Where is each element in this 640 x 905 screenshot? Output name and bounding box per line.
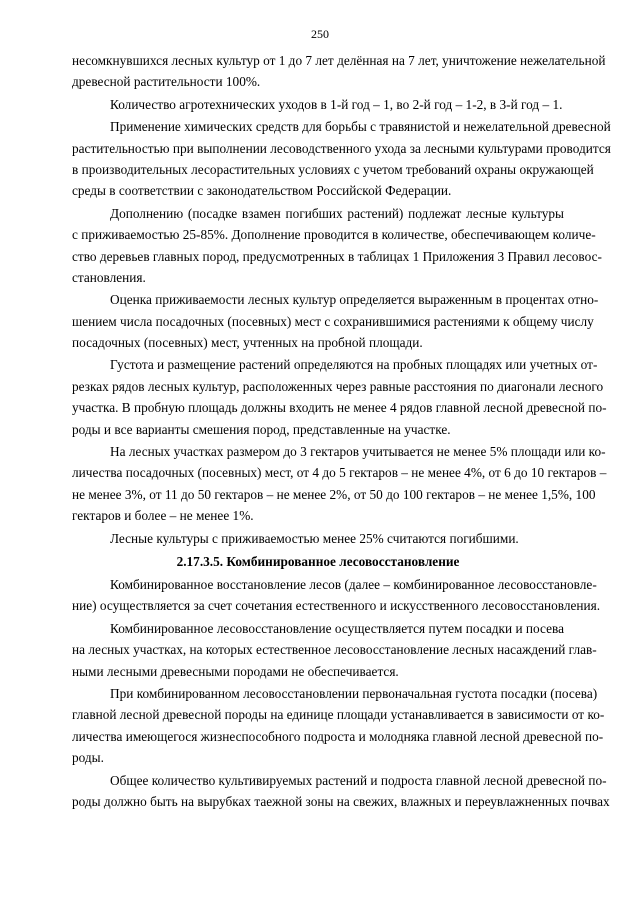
text-line: главной лесной древесной породы на единице площади устанавливается в зависимости от ко- — [72, 707, 605, 723]
text-line: Оценка приживаемости лесных культур определяется выраженным в процентах отно- — [110, 292, 599, 308]
text-line: ние) осуществляется за счет сочетания естественного и искусственного лесовосстановления. — [72, 598, 601, 614]
paragraph — [72, 770, 610, 813]
text-line: древесной растительности 100%. — [72, 74, 261, 90]
paragraph — [72, 354, 607, 440]
paragraph — [72, 618, 597, 682]
text-line: Лесные культуры с приживаемостью менее 25% считаются погибшими. — [110, 530, 519, 546]
text-line: роды должно быть на вырубках таежной зоны на свежих, влажных и переувлажненных почвах — [72, 793, 610, 809]
text-line: несомкнувшихся лесных культур от 1 до 7 лет делённая на 7 лет, уничтожение нежелательной — [72, 53, 606, 68]
text-line: не менее 3%, от 11 до 50 гектаров – не менее 2%, от 50 до 100 гектаров – не менее 1,5%, 100 — [72, 486, 596, 502]
paragraph — [72, 441, 607, 527]
text-line: ными лесными древесными породами не обеспечивается. — [72, 663, 399, 679]
text-line: ство деревьев главных пород, предусмотренных в таблицах 1 Приложения 3 Правил лесовос- — [72, 248, 602, 264]
text-line: Применение химических средств для борьбы с травянистой и нежелательной древесной — [110, 119, 611, 135]
paragraph — [72, 203, 602, 289]
text-line: становления. — [72, 269, 146, 285]
text-line: Комбинированное восстановление лесов (далее – комбинированное лесовосстановле- — [110, 576, 597, 592]
paragraph — [72, 683, 605, 769]
paragraph — [72, 574, 601, 617]
page-body — [72, 50, 611, 813]
paragraph — [72, 116, 611, 202]
text-line: растительностью при выполнении лесоводственного ухода за лесными культурами проводится — [72, 140, 611, 156]
text-line: резках рядов лесных культур, расположенных через равные расстояния по диагонали лесного — [72, 378, 604, 394]
text-line: среды в соответствии с законодательством Российской Федерации. — [72, 183, 452, 199]
text-line: На лесных участках размером до 3 гектаров учитывается не менее 5% площади или ко- — [110, 444, 606, 460]
text-line: участка. В пробную площадь должны входить не менее 4 рядов главной лесной древесной по- — [72, 400, 607, 416]
text-line: шением числа посадочных (посевных) мест с сохранившимися растениями к общему числу — [72, 313, 594, 329]
text-line: с приживаемостью 25-85%. Дополнение проводится в количестве, обеспечивающем количе- — [72, 227, 596, 243]
section-heading: 2.17.3.5. Комбинированное лесовосстановление — [176, 553, 460, 569]
page-number: 250 — [311, 27, 329, 41]
text-line: Дополнению (посадке взамен погибших растений) подлежат лесные культуры — [110, 205, 564, 221]
text-line: посадочных (посевных) мест, учтенных на пробной площади. — [72, 335, 423, 351]
paragraph — [72, 94, 564, 115]
text-line: роды и все варианты смешения пород, представленные на участке. — [72, 421, 451, 437]
paragraph — [72, 289, 599, 353]
text-line: Общее количество культивируемых растений и подроста главной лесной древесной по- — [110, 772, 607, 788]
text-line: гектаров и более – не менее 1%. — [72, 508, 254, 524]
text-line: в производительных лесорастительных условиях с учетом требований охраны окружающей — [72, 161, 594, 177]
text-line: Густота и размещение растений определяются на пробных площадях или учетных от- — [110, 357, 598, 373]
text-line: на лесных участках, на которых естественное лесовосстановление лесных насаждений глав- — [72, 642, 597, 658]
text-line: роды. — [72, 750, 104, 766]
text-line: Комбинированное лесовосстановление осуществляется путем посадки и посева — [110, 620, 564, 636]
paragraph — [72, 50, 606, 93]
text-line: При комбинированном лесовосстановлении первоначальная густота посадки (посева) — [110, 685, 598, 701]
text-line: личества имеющегося жизнеспособного подроста и молодняка главной лесной древесной по- — [72, 728, 604, 744]
paragraph — [72, 528, 564, 549]
text-line: личества посадочных (посевных) мест, от 4 до 5 гектаров – не менее 4%, от 6 до 10 гектаров – — [72, 465, 607, 481]
text-line: Количество агротехнических уходов в 1-й год – 1, во 2-й год – 1-2, в 3-й год – 1. — [110, 96, 563, 112]
